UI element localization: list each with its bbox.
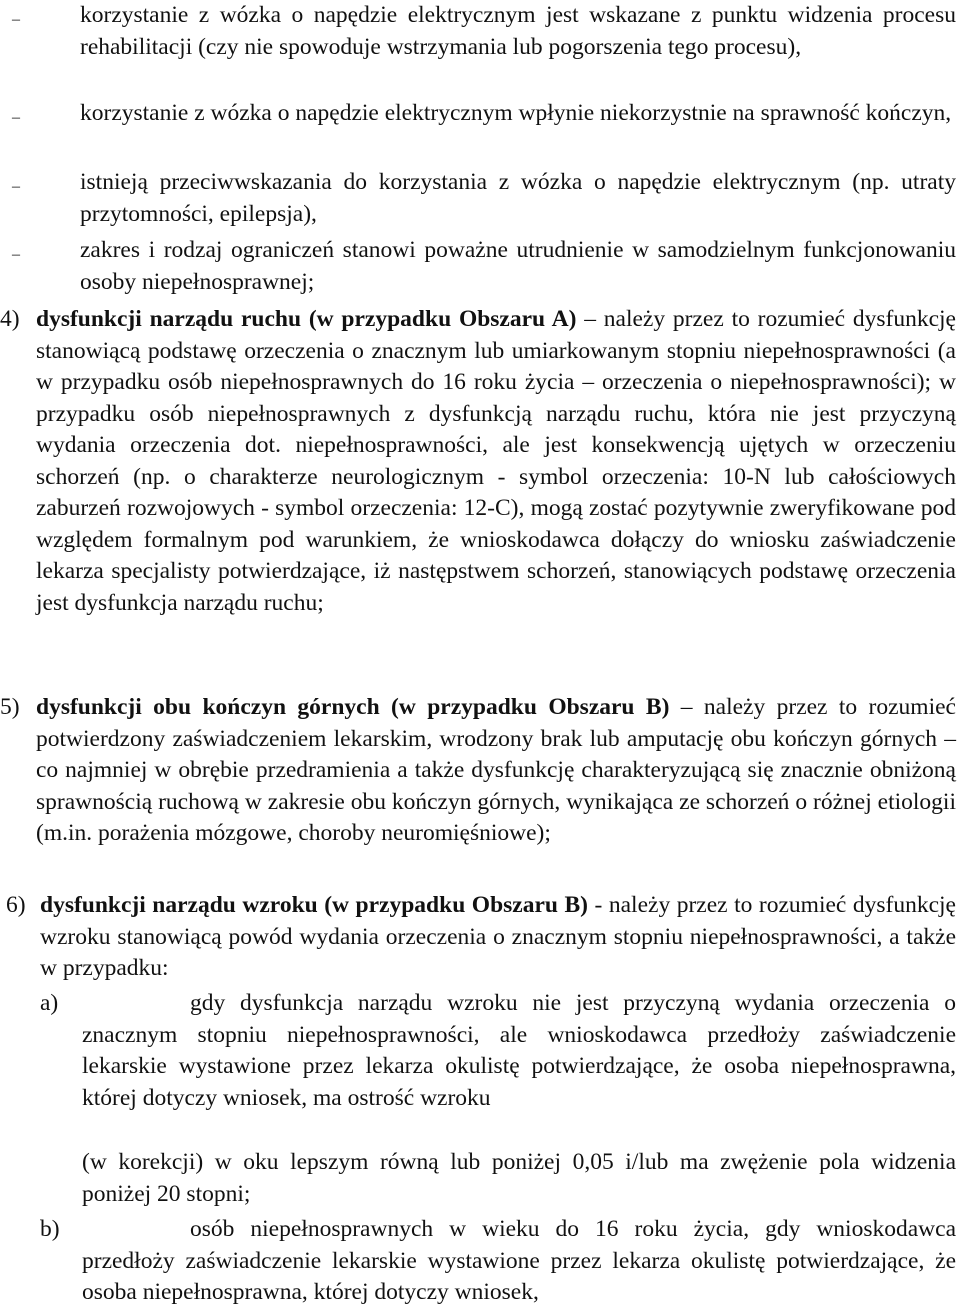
definition-item-5 [36, 692, 956, 850]
subitem-a-continuation: (w korekcji) w oku lepszym równą lub poniżej 0,05 i/lub ma zwężenie pola widzenia poniżej 20 stopni; [82, 1149, 956, 1207]
subitem-marker: b) [40, 1216, 60, 1242]
definition-item-4 [36, 304, 956, 619]
item-text: - należy przez to rozumieć dysfunkcję wzroku stanowiącą powód wydania orzeczenia o znacznym stopniu niepełnosprawności, a także w przypadku: [40, 892, 956, 981]
item-text: – należy przez to rozumieć potwierdzony zaświadczeniem lekarskim, wrodzony brak lub amputację obu kończyn górnych – co najmniej w obrębie przedramienia a także dysfunkcję charakteryzującą się znacznie obniżoną sprawnością ruchową w zakresie obu kończyn górnych, wynikająca ze schorzeń o różnej etiologii (m.in. porażenia mózgowe, choroby neuromięśniowe); [36, 694, 956, 846]
subitem-a: gdy dysfunkcja narządu wzroku nie jest przyczyną wydania orzeczenia o znacznym stopniu niepełnosprawności, ale wnioskodawca przedłoży zaświadczenie lekarskie wystawione przez lekarza okulistę potwierdzające, że osoba niepełnosprawna, której dotyczy wniosek, ma ostrość wzroku [82, 990, 956, 1111]
bullet-item: korzystanie z wózka o napędzie elektrycznym wpłynie niekorzystnie na sprawność kończyn, [80, 100, 952, 126]
bullet-marker: – [12, 246, 20, 263]
item-text: – należy przez to rozumieć dysfunkcję stanowiącą podstawę orzeczenia o znacznym lub umiarkowanym stopniu niepełnosprawności (a w przypadku osób niepełnosprawnych do 16 roku życia – orzeczenia o niepełnosprawności); w przypadku osób niepełnosprawnych z dysfunkcją narządu ruchu, która nie jest przyczyną wydania orzeczenia dot. niepełnosprawności, ale jest konsekwencją ujętych w orzeczeniu schorzeń (np. o charakterze neurologicznym - symbol orzeczenia: 10-N lub całościowych zaburzeń rozwojowych - symbol orzeczenia: 12-C), mogą zostać pozytywnie zweryfikowane pod względem formalnym pod warunkiem, że wnioskodawca dołączy do wniosku zaświadczenie lekarza specjalisty potwierdzające, iż następstwem schorzeń, stanowiących podstawę orzeczenia jest dysfunkcja narządu ruchu; [36, 306, 956, 616]
item-number: 4) [0, 306, 20, 332]
item-number: 6) [6, 892, 26, 918]
item-heading: dysfunkcji narządu ruchu (w przypadku Obszaru A) [36, 306, 577, 332]
bullet-marker: – [12, 109, 20, 126]
bullet-item: korzystanie z wózka o napędzie elektrycznym jest wskazane z punktu widzenia procesu rehabilitacji (czy nie spowoduje wstrzymania lub pogorszenia tego procesu), [80, 2, 956, 60]
bullet-item: zakres i rodzaj ograniczeń stanowi poważne utrudnienie w samodzielnym funkcjonowaniu osoby niepełnosprawnej; [80, 237, 956, 295]
item-heading: dysfunkcji narządu wzroku (w przypadku Obszaru B) [40, 892, 588, 918]
bullet-item: istnieją przeciwwskazania do korzystania z wózka o napędzie elektrycznym (np. utraty przytomności, epilepsja), [80, 169, 956, 227]
bullet-marker: – [12, 11, 20, 28]
definition-item-6 [40, 890, 956, 985]
item-number: 5) [0, 694, 20, 720]
subitem-marker: a) [40, 990, 59, 1016]
bullet-marker: – [12, 178, 20, 195]
subitem-b: osób niepełnosprawnych w wieku do 16 roku życia, gdy wnioskodawca przedłoży zaświadczenie lekarskie wystawione przez lekarza okulistę potwierdzające, że osoba niepełnosprawna, której dotyczy wniosek, [82, 1216, 956, 1305]
item-heading: dysfunkcji obu kończyn górnych (w przypadku Obszaru B) [36, 694, 670, 720]
